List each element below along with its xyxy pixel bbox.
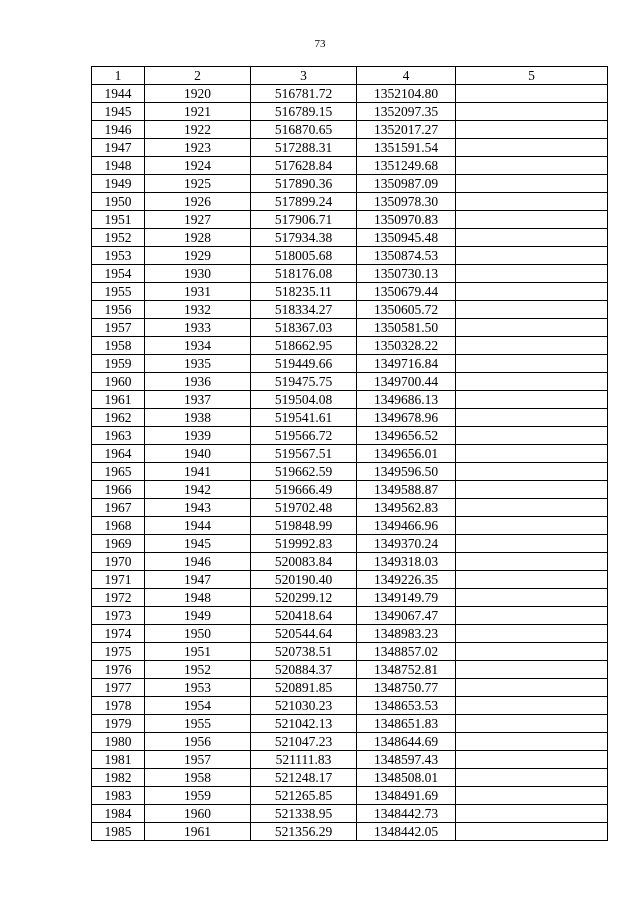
table-cell: 1932 — [145, 301, 251, 319]
table-cell: 1348442.05 — [357, 823, 456, 841]
table-cell — [456, 301, 608, 319]
table-row — [92, 409, 608, 427]
table-cell: 1350581.50 — [357, 319, 456, 337]
table-cell: 1976 — [92, 661, 145, 679]
table-cell: 1930 — [145, 265, 251, 283]
table-cell — [456, 535, 608, 553]
table-cell: 1946 — [145, 553, 251, 571]
table-cell: 1351591.54 — [357, 139, 456, 157]
table-row — [92, 823, 608, 841]
table-cell: 1980 — [92, 733, 145, 751]
table-cell: 1938 — [145, 409, 251, 427]
table-cell: 1946 — [92, 121, 145, 139]
table-cell: 1975 — [92, 643, 145, 661]
table-body — [92, 85, 608, 841]
table-cell: 1350679.44 — [357, 283, 456, 301]
table-cell — [456, 193, 608, 211]
table-cell: 1348508.01 — [357, 769, 456, 787]
table-cell: 1985 — [92, 823, 145, 841]
table-cell — [456, 823, 608, 841]
table-row — [92, 697, 608, 715]
table-cell: 1952 — [92, 229, 145, 247]
table-row — [92, 391, 608, 409]
table-cell: 1349678.96 — [357, 409, 456, 427]
table-cell — [456, 391, 608, 409]
table-row — [92, 499, 608, 517]
table-cell — [456, 247, 608, 265]
table-cell: 520891.85 — [251, 679, 357, 697]
table-cell: 1954 — [145, 697, 251, 715]
table-cell — [456, 805, 608, 823]
table-cell: 1969 — [92, 535, 145, 553]
table-cell: 1944 — [145, 517, 251, 535]
table-cell — [456, 409, 608, 427]
table-cell — [456, 121, 608, 139]
table-row — [92, 553, 608, 571]
table-cell — [456, 607, 608, 625]
table-cell: 1959 — [92, 355, 145, 373]
table-cell: 1349596.50 — [357, 463, 456, 481]
table-cell — [456, 319, 608, 337]
table-cell — [456, 661, 608, 679]
table-cell: 1348597.43 — [357, 751, 456, 769]
table-cell: 1926 — [145, 193, 251, 211]
table-row — [92, 769, 608, 787]
table-row — [92, 661, 608, 679]
table-cell: 521338.95 — [251, 805, 357, 823]
table-cell: 517899.24 — [251, 193, 357, 211]
table-cell: 1947 — [145, 571, 251, 589]
table-cell: 1948 — [145, 589, 251, 607]
table-cell: 1973 — [92, 607, 145, 625]
table-cell: 1937 — [145, 391, 251, 409]
table-cell: 1955 — [145, 715, 251, 733]
table-cell: 1951 — [92, 211, 145, 229]
page-number: 73 — [314, 38, 326, 50]
table-cell: 520738.51 — [251, 643, 357, 661]
table-cell: 1970 — [92, 553, 145, 571]
table-cell — [456, 373, 608, 391]
table-cell — [456, 787, 608, 805]
table-cell: 1351249.68 — [357, 157, 456, 175]
table-cell — [456, 733, 608, 751]
table-cell: 1933 — [145, 319, 251, 337]
table-cell: 1968 — [92, 517, 145, 535]
table-cell: 1348750.77 — [357, 679, 456, 697]
table-cell — [456, 445, 608, 463]
table-cell: 521042.13 — [251, 715, 357, 733]
table-cell: 1950 — [92, 193, 145, 211]
table-cell: 1944 — [92, 85, 145, 103]
table-cell: 1972 — [92, 589, 145, 607]
table-cell — [456, 355, 608, 373]
table-cell: 1349588.87 — [357, 481, 456, 499]
table-cell: 1935 — [145, 355, 251, 373]
table-row — [92, 247, 608, 265]
table-cell: 1956 — [145, 733, 251, 751]
table-cell: 1949 — [92, 175, 145, 193]
table-cell: 1953 — [92, 247, 145, 265]
table-row — [92, 715, 608, 733]
column-header: 4 — [357, 67, 456, 85]
table-cell: 1349067.47 — [357, 607, 456, 625]
table-cell: 1929 — [145, 247, 251, 265]
table-cell: 1348644.69 — [357, 733, 456, 751]
table-row — [92, 805, 608, 823]
table-cell: 1921 — [145, 103, 251, 121]
table-cell: 1966 — [92, 481, 145, 499]
table-cell: 520418.64 — [251, 607, 357, 625]
table-row — [92, 103, 608, 121]
table-cell: 1349370.24 — [357, 535, 456, 553]
table-cell: 1963 — [92, 427, 145, 445]
table-cell: 1349656.01 — [357, 445, 456, 463]
table-cell — [456, 427, 608, 445]
table-row — [92, 193, 608, 211]
table-cell: 1939 — [145, 427, 251, 445]
table-cell: 1936 — [145, 373, 251, 391]
table-cell: 1951 — [145, 643, 251, 661]
table-row — [92, 301, 608, 319]
table-cell: 1348752.81 — [357, 661, 456, 679]
table-cell: 521047.23 — [251, 733, 357, 751]
table-cell — [456, 283, 608, 301]
table-row — [92, 571, 608, 589]
table-cell: 1934 — [145, 337, 251, 355]
table-cell: 1350328.22 — [357, 337, 456, 355]
table-cell: 1350730.13 — [357, 265, 456, 283]
table-cell: 1958 — [92, 337, 145, 355]
table-cell — [456, 751, 608, 769]
table-row — [92, 211, 608, 229]
table-cell: 518176.08 — [251, 265, 357, 283]
table-cell: 1352104.80 — [357, 85, 456, 103]
table-row — [92, 373, 608, 391]
table-cell: 1977 — [92, 679, 145, 697]
table-row — [92, 229, 608, 247]
table-row — [92, 283, 608, 301]
table-cell — [456, 679, 608, 697]
table-cell — [456, 337, 608, 355]
table-cell: 518334.27 — [251, 301, 357, 319]
table-cell: 1349686.13 — [357, 391, 456, 409]
column-header: 3 — [251, 67, 357, 85]
table-cell: 517934.38 — [251, 229, 357, 247]
table-row — [92, 607, 608, 625]
table-cell — [456, 571, 608, 589]
table-row — [92, 337, 608, 355]
table-cell: 521111.83 — [251, 751, 357, 769]
table-cell: 520190.40 — [251, 571, 357, 589]
table-cell: 521265.85 — [251, 787, 357, 805]
table-cell: 517906.71 — [251, 211, 357, 229]
table-cell: 1961 — [92, 391, 145, 409]
table-row — [92, 139, 608, 157]
table-row — [92, 787, 608, 805]
table-cell: 1349656.52 — [357, 427, 456, 445]
table-cell: 1971 — [92, 571, 145, 589]
table-cell: 1960 — [92, 373, 145, 391]
table-cell: 1349149.79 — [357, 589, 456, 607]
table-cell: 1352097.35 — [357, 103, 456, 121]
table-cell: 1349562.83 — [357, 499, 456, 517]
table-cell: 520544.64 — [251, 625, 357, 643]
table-cell: 519848.99 — [251, 517, 357, 535]
table-cell: 1945 — [145, 535, 251, 553]
table-cell: 1953 — [145, 679, 251, 697]
table-cell: 1956 — [92, 301, 145, 319]
table-cell: 1982 — [92, 769, 145, 787]
table-cell: 1923 — [145, 139, 251, 157]
table-cell: 1350605.72 — [357, 301, 456, 319]
column-header: 1 — [92, 67, 145, 85]
table-cell: 519992.83 — [251, 535, 357, 553]
table-cell — [456, 643, 608, 661]
table-row — [92, 445, 608, 463]
table-cell: 1350970.83 — [357, 211, 456, 229]
table-cell: 1349716.84 — [357, 355, 456, 373]
table-cell: 1922 — [145, 121, 251, 139]
coordinates-table — [91, 66, 608, 841]
table-cell: 516870.65 — [251, 121, 357, 139]
table-cell: 1950 — [145, 625, 251, 643]
table-cell — [456, 517, 608, 535]
table-cell: 1350987.09 — [357, 175, 456, 193]
table-cell: 521030.23 — [251, 697, 357, 715]
table-cell: 521356.29 — [251, 823, 357, 841]
table-cell — [456, 589, 608, 607]
table-cell: 1928 — [145, 229, 251, 247]
table-cell: 1925 — [145, 175, 251, 193]
table-row — [92, 625, 608, 643]
table-cell: 520083.84 — [251, 553, 357, 571]
table-cell: 1960 — [145, 805, 251, 823]
column-header: 2 — [145, 67, 251, 85]
table-row — [92, 733, 608, 751]
table-cell: 520299.12 — [251, 589, 357, 607]
table-cell: 1967 — [92, 499, 145, 517]
table-cell: 520884.37 — [251, 661, 357, 679]
table-cell — [456, 229, 608, 247]
table-cell: 517628.84 — [251, 157, 357, 175]
column-header: 5 — [456, 67, 608, 85]
table-cell: 1348442.73 — [357, 805, 456, 823]
table-cell: 1964 — [92, 445, 145, 463]
table-cell — [456, 139, 608, 157]
table-cell: 1981 — [92, 751, 145, 769]
table-cell: 1974 — [92, 625, 145, 643]
table-cell — [456, 715, 608, 733]
table-cell: 519541.61 — [251, 409, 357, 427]
table-cell: 1924 — [145, 157, 251, 175]
table-cell — [456, 697, 608, 715]
table-row — [92, 427, 608, 445]
table-cell: 519702.48 — [251, 499, 357, 517]
table-cell — [456, 769, 608, 787]
table-cell: 1348983.23 — [357, 625, 456, 643]
table-cell: 519504.08 — [251, 391, 357, 409]
table-cell: 1962 — [92, 409, 145, 427]
table-row — [92, 751, 608, 769]
table-cell: 1945 — [92, 103, 145, 121]
table-cell: 1978 — [92, 697, 145, 715]
table-cell: 1957 — [92, 319, 145, 337]
table-cell: 1349318.03 — [357, 553, 456, 571]
table-row — [92, 463, 608, 481]
table-cell: 1941 — [145, 463, 251, 481]
table-cell: 518367.03 — [251, 319, 357, 337]
table-cell: 518005.68 — [251, 247, 357, 265]
table-cell: 1947 — [92, 139, 145, 157]
table-row — [92, 535, 608, 553]
table-row — [92, 481, 608, 499]
table-cell: 519567.51 — [251, 445, 357, 463]
table-cell: 518662.95 — [251, 337, 357, 355]
table-cell: 1348857.02 — [357, 643, 456, 661]
table-cell: 519566.72 — [251, 427, 357, 445]
table-row — [92, 679, 608, 697]
table-row — [92, 643, 608, 661]
table-cell: 519666.49 — [251, 481, 357, 499]
table-row — [92, 355, 608, 373]
table-cell: 517890.36 — [251, 175, 357, 193]
table-cell: 1948 — [92, 157, 145, 175]
table-cell: 1350978.30 — [357, 193, 456, 211]
table-cell: 1943 — [145, 499, 251, 517]
table-cell: 1931 — [145, 283, 251, 301]
table-cell: 1949 — [145, 607, 251, 625]
table-cell: 519449.66 — [251, 355, 357, 373]
table-row — [92, 589, 608, 607]
table-cell: 1352017.27 — [357, 121, 456, 139]
table-row — [92, 157, 608, 175]
table-cell — [456, 463, 608, 481]
table-cell: 1952 — [145, 661, 251, 679]
table-row — [92, 121, 608, 139]
table-cell — [456, 103, 608, 121]
table-row — [92, 265, 608, 283]
table-cell: 1348651.83 — [357, 715, 456, 733]
table-cell: 1940 — [145, 445, 251, 463]
table-row — [92, 175, 608, 193]
table-cell: 1349226.35 — [357, 571, 456, 589]
table-cell: 1349466.96 — [357, 517, 456, 535]
table-cell: 1979 — [92, 715, 145, 733]
table-header-row — [92, 67, 608, 85]
table-cell — [456, 481, 608, 499]
table-cell: 1959 — [145, 787, 251, 805]
table-cell: 1350945.48 — [357, 229, 456, 247]
table-cell: 516781.72 — [251, 85, 357, 103]
table-cell — [456, 175, 608, 193]
table-cell: 1961 — [145, 823, 251, 841]
table-cell — [456, 85, 608, 103]
table-cell: 519662.59 — [251, 463, 357, 481]
table-row — [92, 517, 608, 535]
table-cell: 1984 — [92, 805, 145, 823]
table-cell — [456, 211, 608, 229]
table-cell — [456, 499, 608, 517]
table-cell — [456, 553, 608, 571]
table-cell: 519475.75 — [251, 373, 357, 391]
table-cell: 1920 — [145, 85, 251, 103]
table-cell — [456, 265, 608, 283]
table-cell: 1350874.53 — [357, 247, 456, 265]
table-cell: 1927 — [145, 211, 251, 229]
table-cell — [456, 157, 608, 175]
table-cell: 1942 — [145, 481, 251, 499]
table-cell: 1954 — [92, 265, 145, 283]
table-cell: 1349700.44 — [357, 373, 456, 391]
table-cell: 518235.11 — [251, 283, 357, 301]
table-cell: 1958 — [145, 769, 251, 787]
table-cell: 1348653.53 — [357, 697, 456, 715]
table-cell: 516789.15 — [251, 103, 357, 121]
table-cell: 517288.31 — [251, 139, 357, 157]
table-cell — [456, 625, 608, 643]
table-cell: 1348491.69 — [357, 787, 456, 805]
table-row — [92, 85, 608, 103]
table-cell: 521248.17 — [251, 769, 357, 787]
table-cell: 1957 — [145, 751, 251, 769]
table-cell: 1965 — [92, 463, 145, 481]
table-row — [92, 319, 608, 337]
table-cell: 1955 — [92, 283, 145, 301]
table-cell: 1983 — [92, 787, 145, 805]
